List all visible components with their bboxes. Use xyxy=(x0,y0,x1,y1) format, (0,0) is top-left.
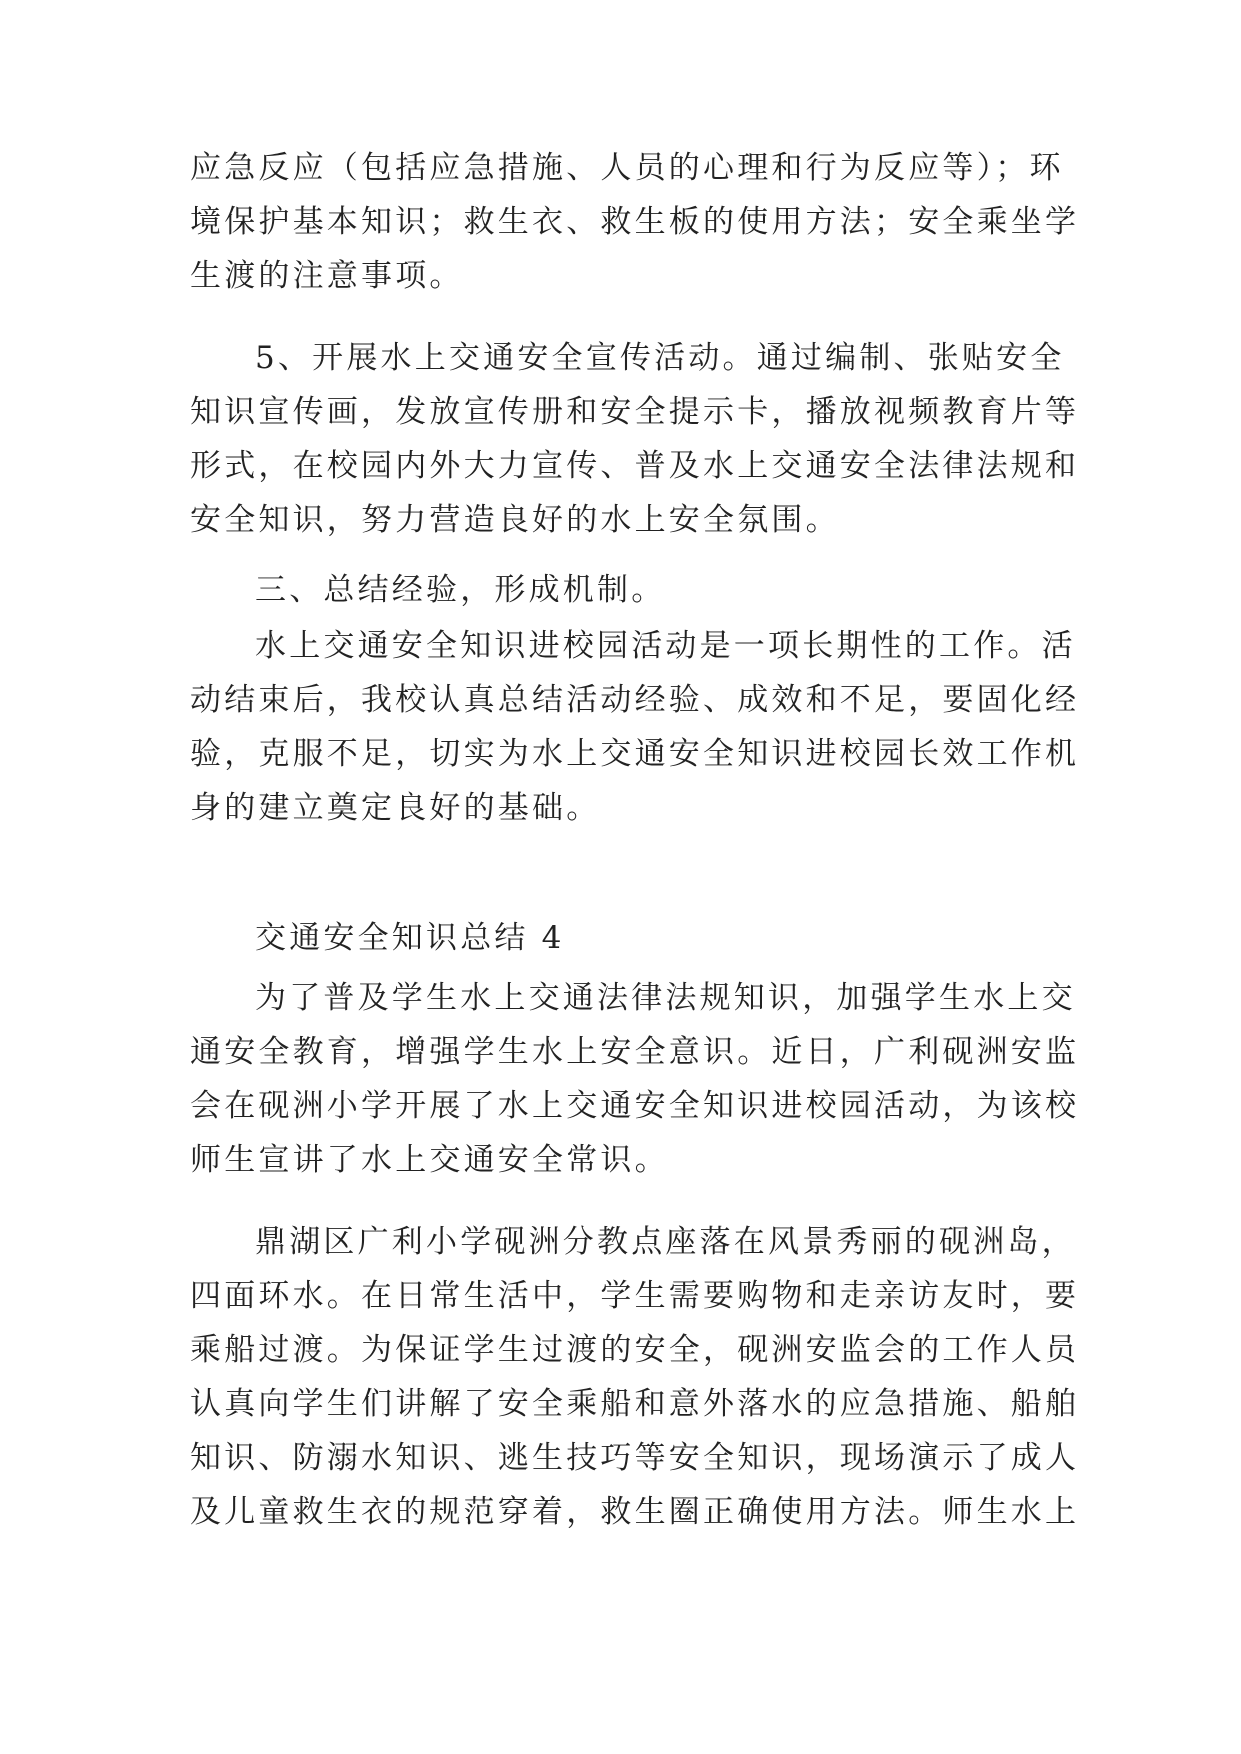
section-title: 交通安全知识总结 4 xyxy=(255,920,565,956)
paragraph-line: 四面环水。在日常生活中，学生需要购物和走亲访友时，要 xyxy=(190,1278,1080,1314)
paragraph-line: 境保护基本知识；救生衣、救生板的使用方法；安全乘坐学 xyxy=(190,204,1080,240)
paragraph-line: 应急反应（包括应急措施、人员的心理和行为反应等）；环 xyxy=(190,150,1064,186)
paragraph-line: 及儿童救生衣的规范穿着，救生圈正确使用方法。师生水上 xyxy=(190,1494,1080,1530)
paragraph-line: 为了普及学生水上交通法律法规知识，加强学生水上交 xyxy=(255,980,1076,1016)
paragraph-line: 身的建立奠定良好的基础。 xyxy=(190,790,601,826)
paragraph-line: 鼎湖区广利小学砚洲分教点座落在风景秀丽的砚洲岛， xyxy=(255,1224,1076,1260)
paragraph-line: 5、开展水上交通安全宣传活动。通过编制、张贴安全 xyxy=(255,340,1065,376)
paragraph-line: 安全知识，努力营造良好的水上安全氛围。 xyxy=(190,502,840,538)
section-heading: 三、总结经验，形成机制。 xyxy=(255,572,666,608)
paragraph-line: 通安全教育，增强学生水上安全意识。近日，广利砚洲安监 xyxy=(190,1034,1080,1070)
paragraph-line: 会在砚洲小学开展了水上交通安全知识进校园活动，为该校 xyxy=(190,1088,1080,1124)
paragraph-line: 动结束后，我校认真总结活动经验、成效和不足，要固化经 xyxy=(190,682,1080,718)
paragraph-line: 知识、防溺水知识、逃生技巧等安全知识，现场演示了成人 xyxy=(190,1440,1080,1476)
paragraph-line: 形式，在校园内外大力宣传、普及水上交通安全法律法规和 xyxy=(190,448,1080,484)
paragraph-line: 知识宣传画，发放宣传册和安全提示卡，播放视频教育片等 xyxy=(190,394,1080,430)
paragraph-line: 认真向学生们讲解了安全乘船和意外落水的应急措施、船舶 xyxy=(190,1386,1080,1422)
paragraph-line: 水上交通安全知识进校园活动是一项长期性的工作。活 xyxy=(255,628,1076,664)
paragraph-line: 乘船过渡。为保证学生过渡的安全，砚洲安监会的工作人员 xyxy=(190,1332,1080,1368)
paragraph-line: 验，克服不足，切实为水上交通安全知识进校园长效工作机 xyxy=(190,736,1080,772)
paragraph-line: 生渡的注意事项。 xyxy=(190,258,464,294)
paragraph-line: 师生宣讲了水上交通安全常识。 xyxy=(190,1142,669,1178)
